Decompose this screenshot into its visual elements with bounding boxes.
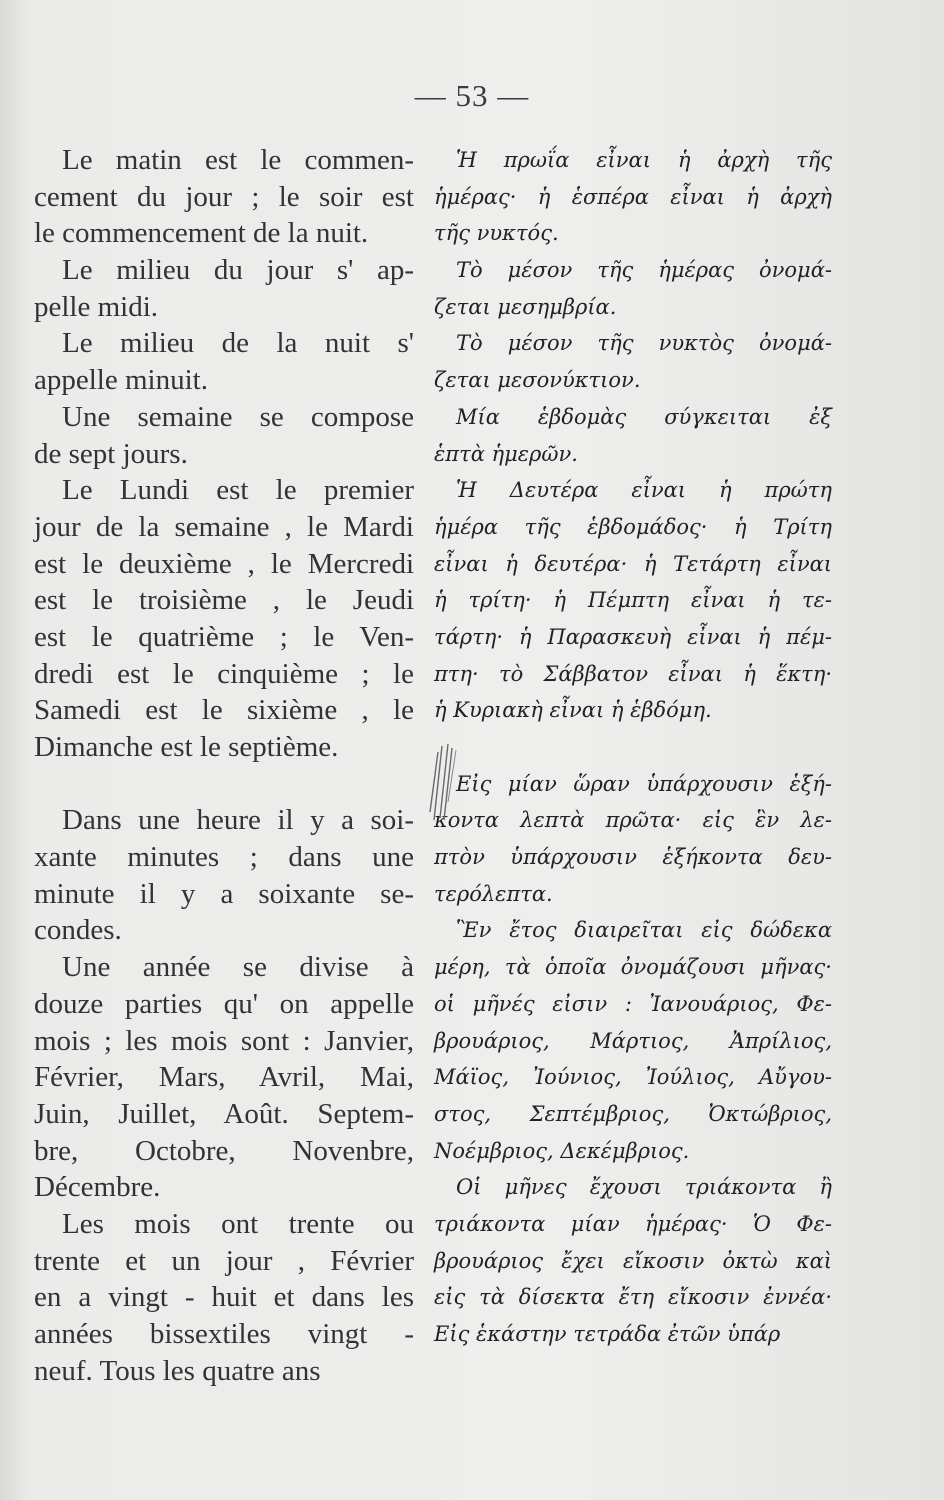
greek-paragraph <box>434 325 832 398</box>
greek-text-line: Μία ἑβδομὰς σύγκειται ἐξ <box>456 404 832 429</box>
french-text-line: Juin, Juillet, Août. Septem- <box>34 1097 414 1130</box>
french-text-line: Dans une heure il y a soi- <box>62 804 414 837</box>
french-text-line: années bissextiles vingt - <box>34 1318 414 1350</box>
french-paragraph <box>34 802 414 949</box>
greek-text-line: Εἰς ἑκάστην τετράδα ἐτῶν ὑπάρ <box>434 1322 781 1346</box>
greek-text-line: ἡ τρίτη· ἡ Πέμπτη εἶναι ἡ τε- <box>434 588 832 613</box>
french-text-line: appelle minuit. <box>34 364 208 397</box>
french-text-line: Février, Mars, Avril, Mai, <box>34 1061 414 1094</box>
greek-text-line: στος, Σεπτέμβριος, Ὀκτώβριος, <box>434 1101 832 1126</box>
greek-text-line: βρουάριος, Μάρτιος, Ἀπρίλιος, <box>434 1028 832 1053</box>
french-text-line: Le milieu de la nuit s' <box>62 327 414 360</box>
greek-text-line: τερόλεπτα. <box>434 881 553 906</box>
greek-text-line: ἑπτὰ ἡμερῶν. <box>434 441 578 466</box>
french-text-line: Samedi est le sixième , le <box>34 694 414 727</box>
french-text-line: minute il y a soixante se- <box>34 877 414 910</box>
greek-paragraph <box>434 142 832 252</box>
greek-text-line: οἱ μῆνές εἰσιν : Ἰανουάριος, Φε- <box>434 991 832 1016</box>
greek-column <box>434 142 832 1353</box>
greek-text-line: μέρη, τὰ ὁποῖα ὀνομάζουσι μῆνας· <box>434 955 832 980</box>
greek-text-line: εἶναι ἡ δευτέρα· ἡ Τετάρτη εἶναι <box>434 551 832 576</box>
greek-text-line: Ἡ πρωΐα εἶναι ἡ ἀρχὴ τῆς <box>456 148 832 172</box>
greek-text-line: Τὸ μέσον τῆς ἡμέρας ὀνομά- <box>456 258 832 283</box>
french-paragraph <box>34 325 414 398</box>
greek-text-line: τριάκοντα μίαν ἡμέρας· Ὁ Φε- <box>434 1211 832 1236</box>
greek-text-line: κοντα λεπτὰ πρῶτα· εἰς ἓν λε- <box>434 808 832 833</box>
french-text-line: dredi est le cinquième ; le <box>34 657 414 690</box>
french-text-line: condes. <box>34 914 122 947</box>
pencil-scribble-mark <box>412 742 466 822</box>
french-text-line: le commencement de la nuit. <box>34 217 369 250</box>
greek-text-line: Μάϊος, Ἰούνιος, Ἰούλιος, Αὔγου- <box>434 1065 832 1090</box>
greek-text-line: Νοέμβριος, Δεκέμβριος. <box>434 1138 690 1163</box>
greek-text-line: τάρτη· ἡ Παρασκευὴ εἶναι ἡ πέμ- <box>434 624 832 649</box>
french-paragraph <box>34 142 414 252</box>
greek-text-line: Ἓν ἔτος διαιρεῖται εἰς δώδεκα <box>456 918 832 943</box>
page-number: — 53 — <box>414 78 530 113</box>
french-text-line: Décembre. <box>34 1171 161 1204</box>
french-text-line: neuf. Tous les quatre ans <box>34 1354 321 1387</box>
greek-text-line: ἡμέρας· ἡ ἑσπέρα εἶναι ἡ ἀρχὴ <box>434 184 832 209</box>
french-text-line: Le Lundi est le premier <box>62 474 414 507</box>
greek-paragraph <box>434 766 832 913</box>
greek-text-line: ἡμέρα τῆς ἑβδομάδος· ἡ Τρίτη <box>434 514 832 539</box>
french-text-line: en a vingt - huit et dans les <box>34 1281 414 1314</box>
french-text-line: cement du jour ; le soir est <box>34 180 414 213</box>
french-text-line: Le milieu du jour s' ap- <box>62 254 414 287</box>
french-paragraph <box>34 472 414 766</box>
greek-paragraph <box>434 472 832 729</box>
greek-text-line: ζεται μεσονύκτιον. <box>434 368 641 393</box>
greek-text-line: εἰς τὰ δίσεκτα ἔτη εἴκοσιν ἐννέα· <box>434 1285 832 1310</box>
french-text-line: douze parties qu' on appelle <box>34 987 414 1020</box>
french-text-line: trente et un jour , Février <box>34 1244 414 1277</box>
french-text-line: est le quatrième ; le Ven- <box>34 620 414 653</box>
greek-paragraph <box>434 912 832 1169</box>
french-text-line: de sept jours. <box>34 437 188 470</box>
greek-text-line: ἡ Κυριακὴ εἶναι ἡ ἑβδόμη. <box>434 698 712 723</box>
greek-text-line: Οἱ μῆνες ἔχουσι τριάκοντα ἢ <box>456 1175 832 1200</box>
french-text-line: Le matin est le commen- <box>62 144 414 176</box>
greek-text-line: βρουάριος ἔχει εἴκοσιν ὀκτὼ καὶ <box>434 1248 832 1273</box>
greek-text-line: Εἰς μίαν ὥραν ὑπάρχουσιν ἑξή- <box>456 771 832 796</box>
french-text-line: xante minutes ; dans une <box>34 841 414 874</box>
french-paragraph <box>34 399 414 472</box>
french-text-line: Les mois ont trente ou <box>62 1207 414 1240</box>
greek-paragraph <box>434 252 832 325</box>
greek-text-line: Ἡ Δευτέρα εἶναι ἡ πρώτη <box>456 478 832 503</box>
french-text-line: bre, Octobre, Novenbre, <box>34 1134 414 1167</box>
french-text-line: mois ; les mois sont : Janvier, <box>34 1024 414 1057</box>
paragraph-spacer <box>34 766 414 803</box>
paragraph-spacer <box>434 729 832 766</box>
french-paragraph <box>34 1206 414 1389</box>
french-text-line: Une année se divise à <box>62 951 414 984</box>
french-text-line: Dimanche est le septième. <box>34 731 339 763</box>
greek-text-line: ζεται μεσημβρία. <box>434 294 617 319</box>
french-paragraph <box>34 252 414 325</box>
french-text-line: est le deuxième , le Mercredi <box>34 547 414 580</box>
french-paragraph <box>34 949 414 1206</box>
greek-text-line: Τὸ μέσον τῆς νυκτὸς ὀνομά- <box>456 331 832 356</box>
french-column <box>34 142 414 1389</box>
french-text-line: Une semaine se compose <box>62 400 414 433</box>
french-text-line: jour de la semaine , le Mardi <box>34 510 414 543</box>
greek-text-line: πτη· τὸ Σάββατον εἶναι ἡ ἕκτη· <box>434 661 832 686</box>
french-text-line: pelle midi. <box>34 290 159 323</box>
greek-text-line: πτὸν ὑπάρχουσιν ἑξήκοντα δευ- <box>434 845 832 870</box>
greek-text-line: τῆς νυκτός. <box>434 221 559 246</box>
french-text-line: est le troisième , le Jeudi <box>34 584 414 617</box>
greek-paragraph <box>434 1169 832 1352</box>
greek-paragraph <box>434 399 832 472</box>
